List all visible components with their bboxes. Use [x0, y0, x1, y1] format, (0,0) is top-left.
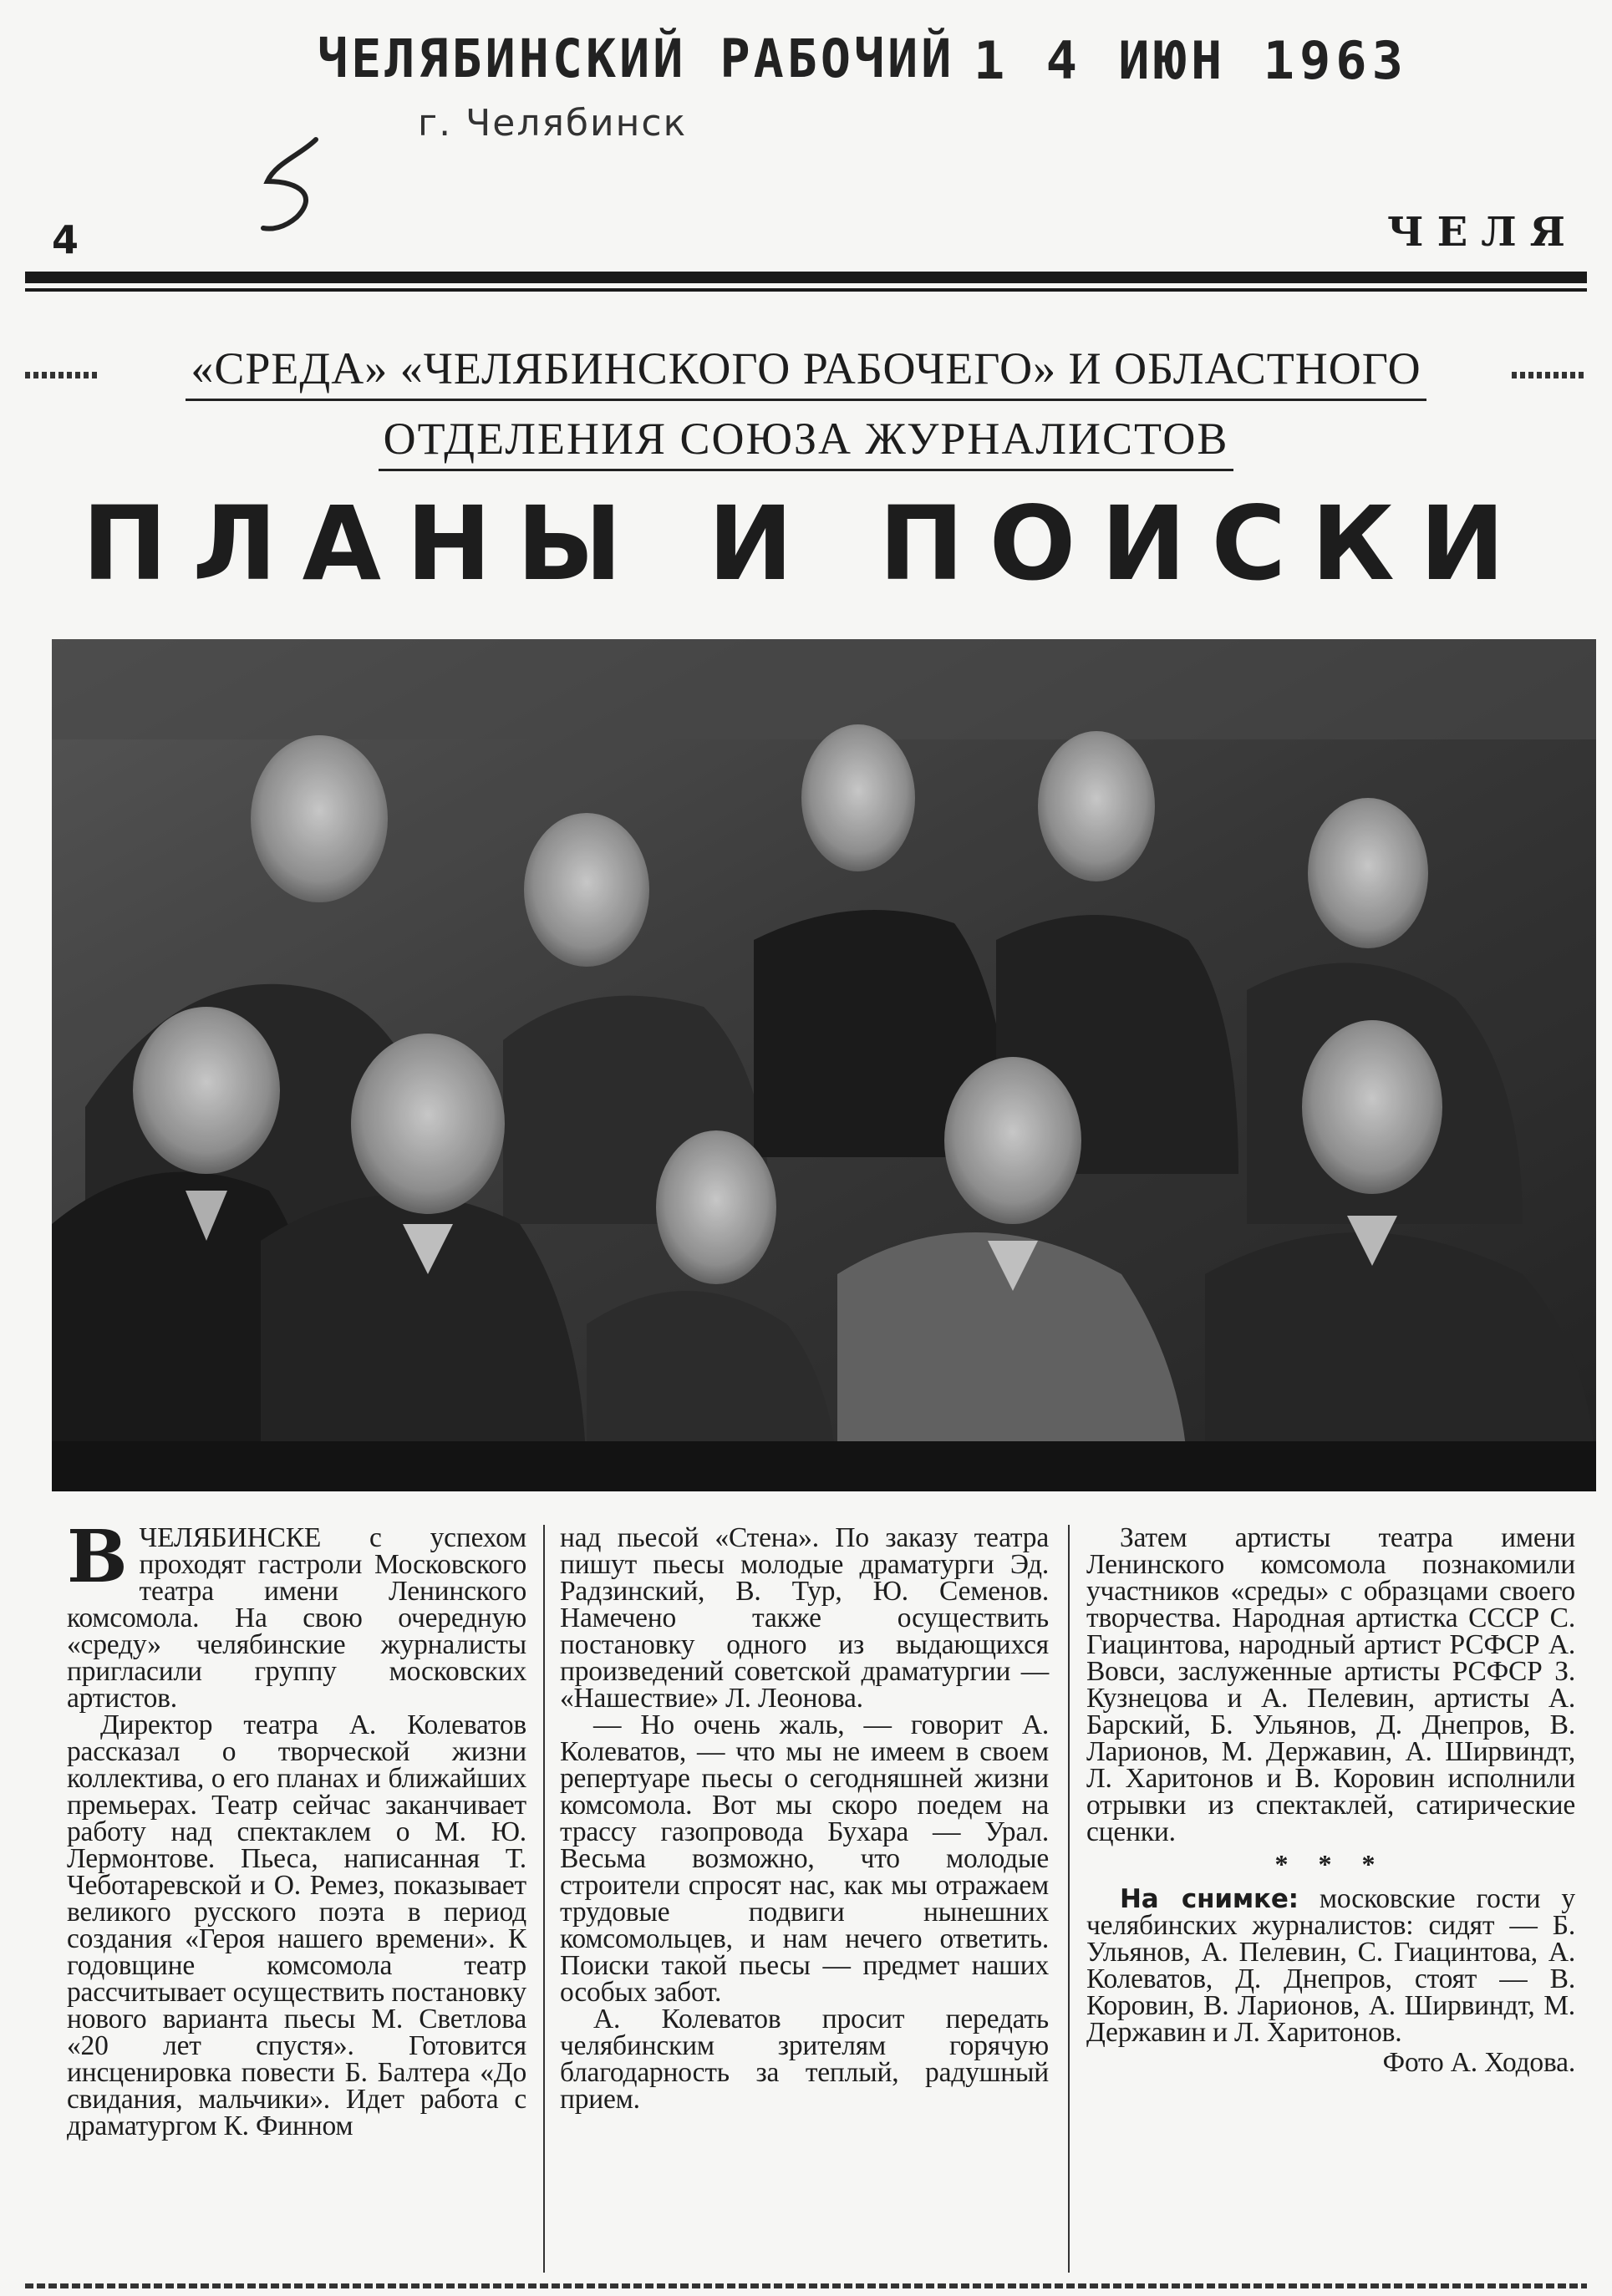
archive-stamp-paper: ЧЕЛЯБИНСКИЙ РАБОЧИЙ — [318, 28, 955, 90]
paragraph: Директор театра А. Колеватов рассказал о творческой жизни коллектива, о его планах и ближайших премьерах. Театр сейчас заканчивает работу над спектаклем о М. Ю. Лермонтове. Пьеса, написанная Т. Чеботаревской и О. Ремез, показывает великого русского поэта в период создания «Героя нашего времени». К годовщине комсомола театр рассчитывает осуществить постановку нового варианта пьесы М. Светлова «20 лет спустя». Готовится инсценировка повести Б. Балтера «До свидания, мальчики». Идет работа с драматургом К. Финном — [67, 1709, 526, 2141]
headline: ПЛАНЫ И ПОИСКИ — [82, 485, 1530, 603]
article-column-1 — [67, 1515, 526, 2141]
bottom-border — [25, 2283, 1587, 2288]
kicker-line-2-text: ОТДЕЛЕНИЯ СОЮЗА ЖУРНАЛИСТОВ — [379, 414, 1234, 471]
section-stars: * * * — [1274, 1849, 1387, 1879]
drop-cap: В — [67, 1515, 128, 1599]
photo-credit: Фото А. Ходова. — [1382, 2047, 1575, 2078]
archive-stamp-date: 1 4 ИЮН 1963 — [974, 30, 1408, 91]
archive-stamp-city: г. Челябинск — [418, 102, 688, 145]
column-divider — [543, 1525, 545, 2273]
handwritten-mark — [251, 130, 334, 246]
caption-text: московские гости у челябинских журналистов: сидят — Б. Ульянов, А. Пелевин, С. Гиацинтова, А. Колеватов, Д. Днепров, стоят — В. Коровин, В. Ларионов, А. Ширвиндт, М. Державин и Л. Харитонов. — [1086, 1883, 1575, 2048]
paragraph: над пьесой «Стена». По заказу театра пишут пьесы молодые драматурги Эд. Радзинский, В. Тур, Ю. Семенов. Намечено также осуществить постановку одного из выдающихся произведений советской драматургии — «Нашествие» Л. Леонова. — [560, 1522, 1049, 1714]
paragraph: А. Колеватов просит передать челябинским зрителям горячую благодарность за теплый, радушный прием. — [560, 2004, 1049, 2115]
header-rule — [25, 272, 1587, 283]
article-column-2 — [560, 1522, 1049, 2115]
header-rule-thin — [25, 288, 1587, 292]
column-divider — [1068, 1525, 1070, 2273]
paragraph — [67, 1515, 526, 1714]
paragraph-text: ЧЕЛЯБИНСКЕ с успехом проходят гастроли Московского театра имени Ленинского комсомола. На свою очередную «среду» челябинские журналисты пригласили группу московских артистов. — [67, 1522, 526, 1714]
newspaper-name: ЧЕЛЯ — [1386, 209, 1579, 256]
group-photo — [52, 639, 1596, 1491]
kicker-line-1 — [0, 343, 1612, 394]
photo-caption — [1086, 1883, 1575, 2048]
paragraph: — Но очень жаль, — говорит А. Колеватов, — что мы не имеем в своем репертуаре пьесы о сегодняшней жизни комсомола. Вот мы скоро поедем на трассу газопровода Бухара — Урал. Весьма возможно, что молодые строители спросят нас, как мы отражаем трудовые подвиги нынешних комсомольцев, и нам нечего ответить. Поиски такой пьесы — предмет наших особых забот. — [560, 1709, 1049, 2008]
kicker-line-2 — [0, 413, 1612, 465]
paragraph: Затем артисты театра имени Ленинского комсомола познакомили участников «среды» с образцами своего творчества. Народная артистка СССР С. Гиацинтова, народный артист РСФСР А. Вовси, заслуженные артисты РСФСР З. Кузнецова и А. Пелевин, артисты А. Барский, Б. Ульянов, Д. Днепров, В. Ларионов, М. Державин, А. Ширвиндт, Л. Харитонов и В. Коровин исполнили отрывки из спектаклей, сатирические сценки. — [1086, 1522, 1575, 1847]
article-column-3 — [1086, 1522, 1575, 2078]
kicker-line-1-text: «СРЕДА» «ЧЕЛЯБИНСКОГО РАБОЧЕГО» И ОБЛАСТНОГО — [186, 343, 1426, 401]
caption-label: На снимке: — [1120, 1884, 1299, 1914]
page-number: 4 — [52, 217, 79, 262]
